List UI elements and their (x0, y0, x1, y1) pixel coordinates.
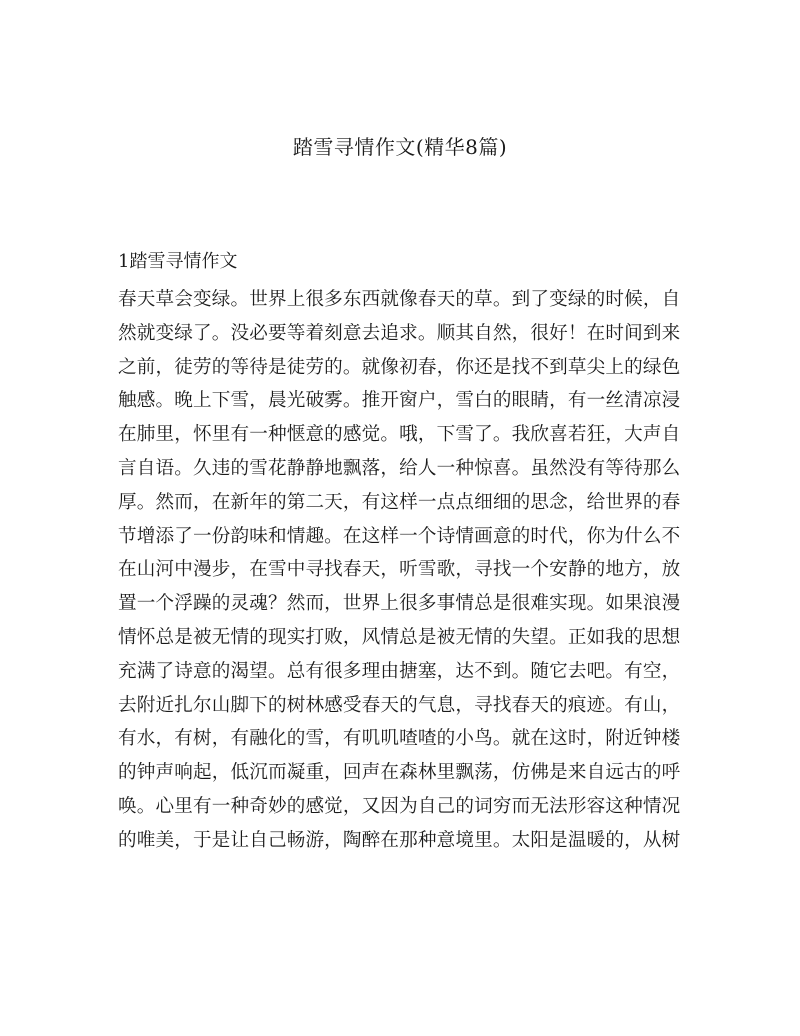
paragraph-line: 的唯美，于是让自己畅游，陶醉在那种意境里。太阳是温暖的，从树 (118, 829, 681, 851)
paragraph-line: 厚。然而，在新年的第二天，有这样一点点细细的思念，给世界的春 (118, 491, 681, 513)
paragraph-line: 言自语。久违的雪花静静地飘落，给人一种惊喜。虽然没有等待那么 (118, 457, 681, 479)
section-heading: 1踏雪寻情作文 (118, 251, 238, 272)
paragraph-line: 触感。晚上下雪，晨光破雾。推开窗户，雪白的眼睛，有一丝清凉浸 (118, 390, 681, 412)
body-paragraph (118, 283, 681, 858)
paragraph-line: 节增添了一份韵味和情趣。在这样一个诗情画意的时代，你为什么不 (118, 525, 681, 547)
paragraph-line: 春天草会变绿。世界上很多东西就像春天的草。到了变绿的时候，自 (118, 289, 681, 310)
paragraph-line: 的钟声响起，低沉而凝重，回声在森林里飘荡，仿佛是来自远古的呼 (118, 762, 681, 784)
paragraph-line: 在山河中漫步，在雪中寻找春天，听雪歌，寻找一个安静的地方，放 (118, 559, 681, 581)
paragraph-line: 在肺里，怀里有一种惬意的感觉。哦，下雪了。我欣喜若狂，大声自 (118, 424, 681, 446)
paragraph-line: 情怀总是被无情的现实打败，风情总是被无情的失望。正如我的思想 (118, 626, 681, 648)
paragraph-line: 有水，有树，有融化的雪，有叽叽喳喳的小鸟。就在这时，附近钟楼 (118, 728, 681, 750)
document-title: 踏雪寻情作文(精华8篇) (292, 135, 508, 159)
paragraph-line: 然就变绿了。没必要等着刻意去追求。顺其自然，很好！在时间到来 (118, 322, 681, 344)
paragraph-line: 去附近扎尔山脚下的树林感受春天的气息，寻找春天的痕迹。有山， (118, 694, 681, 716)
paragraph-line: 充满了诗意的渴望。总有很多理由搪塞，达不到。随它去吧。有空， (118, 660, 681, 682)
paragraph-line: 唤。心里有一种奇妙的感觉，又因为自己的词穷而无法形容这种情况 (118, 795, 681, 817)
paragraph-line: 置一个浮躁的灵魂？然而，世界上很多事情总是很难实现。如果浪漫 (118, 593, 681, 615)
paragraph-line: 之前，徒劳的等待是徒劳的。就像初春，你还是找不到草尖上的绿色 (118, 356, 681, 378)
